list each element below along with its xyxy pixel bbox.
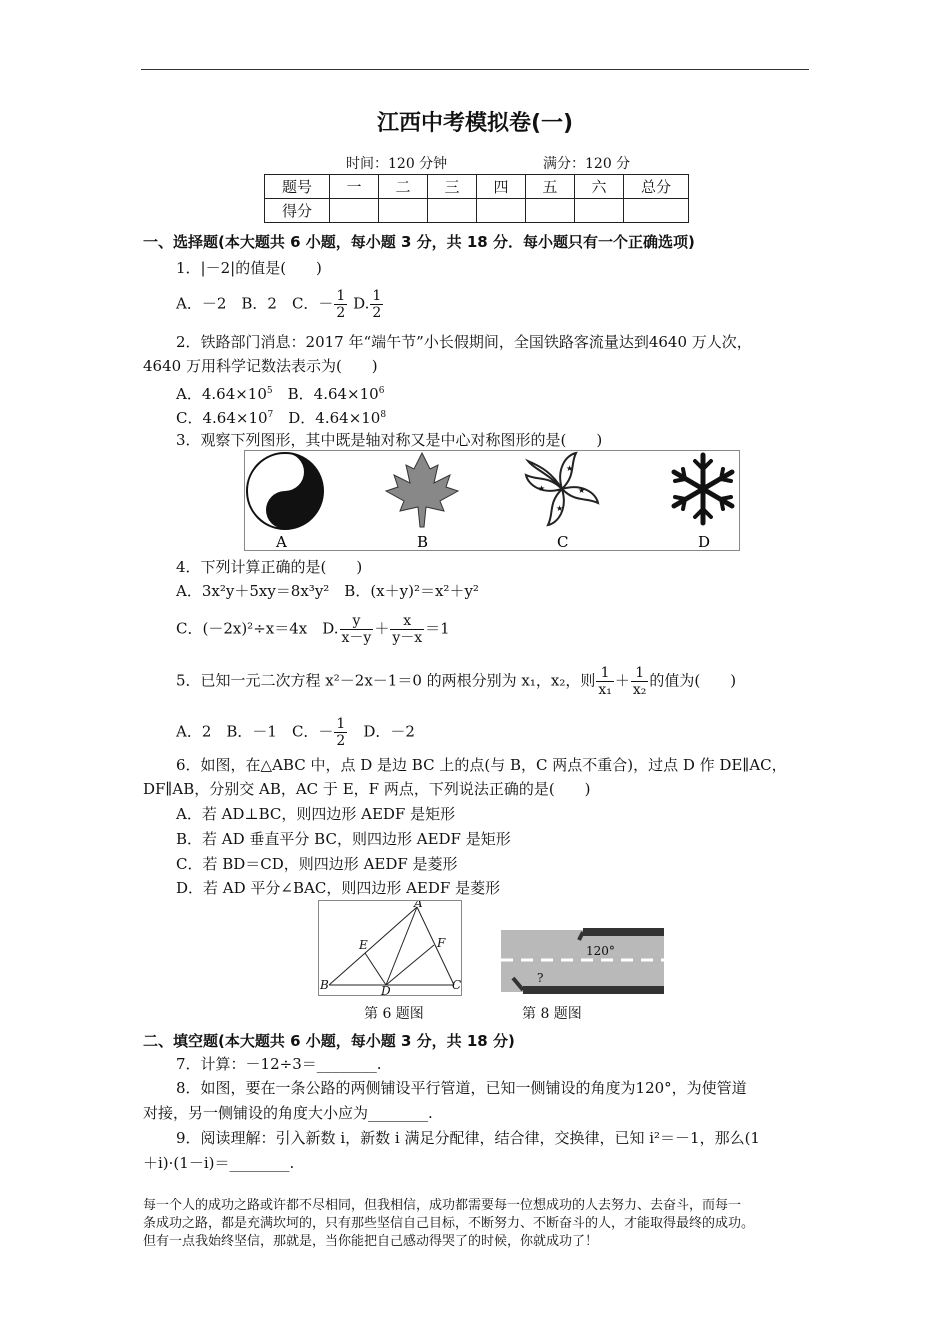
numerator: 1	[372, 288, 382, 304]
fraction	[334, 716, 347, 749]
question-2: 2．铁路部门消息：2017 年“端午节”小长假期间，全国铁路客流量达到4640 万人次，	[176, 333, 752, 351]
question-6-option-b: B．若 AD 垂直平分 BC，则四边形 AEDF 是矩形	[176, 830, 511, 848]
full-score: 满分：120 分	[543, 156, 631, 172]
option-text: A．－2 B．2 C．－	[176, 294, 334, 313]
road-pipe-diagram	[501, 926, 664, 996]
svg-text:★: ★	[556, 504, 564, 513]
question-6-option-d: D．若 AD 平分∠BAC，则四边形 AEDF 是菱形	[176, 879, 501, 897]
table-cell: 总分	[624, 175, 689, 199]
question-8: 8．如图，要在一条公路的两侧铺设平行管道，已知一侧铺设的角度为120°，为使管道	[176, 1079, 747, 1097]
figure-label-c: C	[557, 533, 569, 550]
question-7: 7．计算：－12÷3＝________.	[176, 1055, 382, 1073]
table-cell: 二	[379, 175, 428, 199]
footer-line: 但有一点我始终坚信，那就是，当你能把自己感动得哭了的时候，你就成功了！	[143, 1234, 599, 1249]
fraction	[334, 288, 347, 321]
question-text: 5．已知一元二次方程 x²－2x－1＝0 的两根分别为 x₁，x₂，则	[176, 671, 596, 690]
option-text: D．4.64×10	[273, 409, 381, 427]
table-cell[interactable]	[379, 199, 428, 223]
table-cell: 六	[575, 175, 624, 199]
exam-time: 时间：120 分钟	[346, 156, 448, 172]
vertex-label-f: F	[437, 936, 446, 950]
vertex-label-a: A	[414, 901, 423, 910]
question-6-option-c: C．若 BD＝CD，则四边形 AEDF 是菱形	[176, 855, 458, 873]
question-6-cont: DF∥AB，分别交 AB，AC 于 E，F 两点，下列说法正确的是( )	[143, 780, 591, 798]
figure-6	[318, 900, 462, 996]
figure-label-b: B	[417, 533, 429, 550]
question-6: 6．如图，在△ABC 中，点 D 是边 BC 上的点(与 B，C 两点不重合)，过点 D 作 DE∥AC，	[176, 756, 787, 774]
score-table	[264, 174, 689, 223]
section-heading: 二、填空题(本大题共 6 小题，每小题 3 分，共 18 分)	[143, 1032, 515, 1050]
question-2-options-ab	[176, 381, 384, 404]
question-3-figures	[244, 450, 740, 551]
question-4-options-ab: A．3x²y＋5xy＝8x³y² B．(x＋y)²＝x²＋y²	[176, 582, 479, 600]
denominator: y－x	[392, 630, 423, 646]
figure-8-caption: 第 8 题图	[522, 1006, 582, 1022]
table-cell[interactable]	[526, 199, 575, 223]
question-8-cont: 对接，另一侧铺设的角度大小应为________.	[143, 1104, 433, 1122]
question-9: 9．阅读理解：引入新数 i，新数 i 满足分配律，结合律，交换律，已知 i²＝－1，那么(1	[176, 1129, 760, 1147]
question-5	[176, 665, 736, 698]
exponent: 6	[378, 386, 385, 396]
question-1: 1．|－2|的值是( )	[176, 259, 322, 277]
fraction	[390, 613, 424, 646]
option-text: C．(－2x)²÷x＝4x D.	[176, 619, 339, 638]
section-heading: 一、选择题(本大题共 6 小题，每小题 3 分，共 18 分．每小题只有一个正确选项)	[143, 233, 695, 251]
option-text: D.	[353, 294, 370, 313]
question-1-options	[176, 288, 384, 321]
numerator: 1	[596, 665, 614, 682]
denominator: x₂	[632, 682, 647, 698]
table-cell[interactable]	[477, 199, 526, 223]
question-6-option-a: A．若 AD⊥BC，则四边形 AEDF 是矩形	[176, 805, 456, 823]
yin-yang-icon	[247, 453, 323, 529]
question-3: 3．观察下列图形，其中既是轴对称又是中心对称图形的是( )	[176, 431, 603, 449]
table-cell[interactable]	[330, 199, 379, 223]
table-cell[interactable]	[428, 199, 477, 223]
figure-8	[501, 926, 664, 996]
vertex-label-b: B	[320, 978, 329, 992]
question-2-options-cd	[176, 405, 386, 428]
score-table-score-row	[265, 199, 689, 223]
option-text: B．4.64×10	[272, 385, 379, 403]
table-cell[interactable]	[575, 199, 624, 223]
numerator: 1	[631, 665, 649, 682]
option-text: A．2 B．－1 C．－	[176, 722, 334, 741]
denominator: 2	[336, 733, 346, 749]
option-text: C．4.64×10	[176, 409, 268, 427]
exponent: 8	[380, 410, 387, 420]
figure-label-a: A	[276, 533, 287, 550]
footer-line: 条成功之路，都是充满坎坷的，只有那些坚信自己目标，不断努力、不断奋斗的人，才能取得最终的成功。	[143, 1216, 755, 1231]
table-cell: 题号	[265, 175, 330, 199]
table-cell: 得分	[265, 199, 330, 223]
fraction	[596, 665, 614, 698]
bauhinia-flower-icon	[526, 453, 598, 525]
svg-text:★: ★	[578, 486, 586, 495]
denominator: 2	[372, 305, 382, 321]
operator: ＋	[614, 671, 630, 690]
numerator: 1	[336, 716, 346, 732]
exponent: 7	[267, 410, 274, 420]
table-cell: 一	[330, 175, 379, 199]
option-text: A．4.64×10	[176, 385, 267, 403]
fraction	[340, 613, 374, 646]
table-cell: 三	[428, 175, 477, 199]
operator: ＋	[374, 619, 390, 638]
table-cell: 五	[526, 175, 575, 199]
page-title: 江西中考模拟卷(一)	[376, 111, 574, 136]
footer-line: 每一个人的成功之路或许都不尽相同，但我相信，成功都需要每一位想成功的人去努力、去奋斗，而每一	[143, 1198, 742, 1213]
svg-text:★: ★	[566, 464, 574, 473]
option-text: ＝1	[425, 619, 450, 638]
vertex-label-e: E	[359, 938, 368, 952]
exponent: 5	[266, 386, 273, 396]
numerator: x	[390, 613, 424, 630]
table-cell: 四	[477, 175, 526, 199]
option-text: D．－2	[348, 722, 415, 741]
question-4-options-cd	[176, 613, 450, 646]
figure-label-d: D	[698, 533, 711, 550]
maple-leaf-icon	[386, 453, 458, 527]
fraction	[370, 288, 383, 321]
header-rule	[141, 69, 809, 70]
fraction	[631, 665, 649, 698]
triangle-diagram	[319, 901, 461, 995]
angle-label: 120°	[586, 944, 615, 958]
numerator: 1	[336, 288, 346, 304]
question-9-cont: ＋i)·(1－i)＝________.	[143, 1154, 295, 1172]
score-table-header-row	[265, 175, 689, 199]
figure-6-caption: 第 6 题图	[364, 1006, 424, 1022]
vertex-label-c: C	[452, 978, 461, 992]
denominator: x₁	[598, 682, 612, 698]
denominator: x－y	[341, 630, 372, 646]
snowflake-icon	[674, 455, 732, 523]
symbol-figures	[245, 451, 739, 550]
denominator: 2	[336, 305, 346, 321]
unknown-angle-label: ?	[537, 971, 544, 985]
question-2-cont: 4640 万用科学记数法表示为( )	[143, 357, 378, 375]
question-5-options	[176, 716, 415, 749]
vertex-label-d: D	[381, 984, 391, 995]
numerator: y	[340, 613, 374, 630]
svg-text:★: ★	[538, 484, 546, 493]
question-4: 4．下列计算正确的是( )	[176, 558, 363, 576]
table-cell[interactable]	[624, 199, 689, 223]
question-text: 的值为( )	[649, 671, 737, 690]
